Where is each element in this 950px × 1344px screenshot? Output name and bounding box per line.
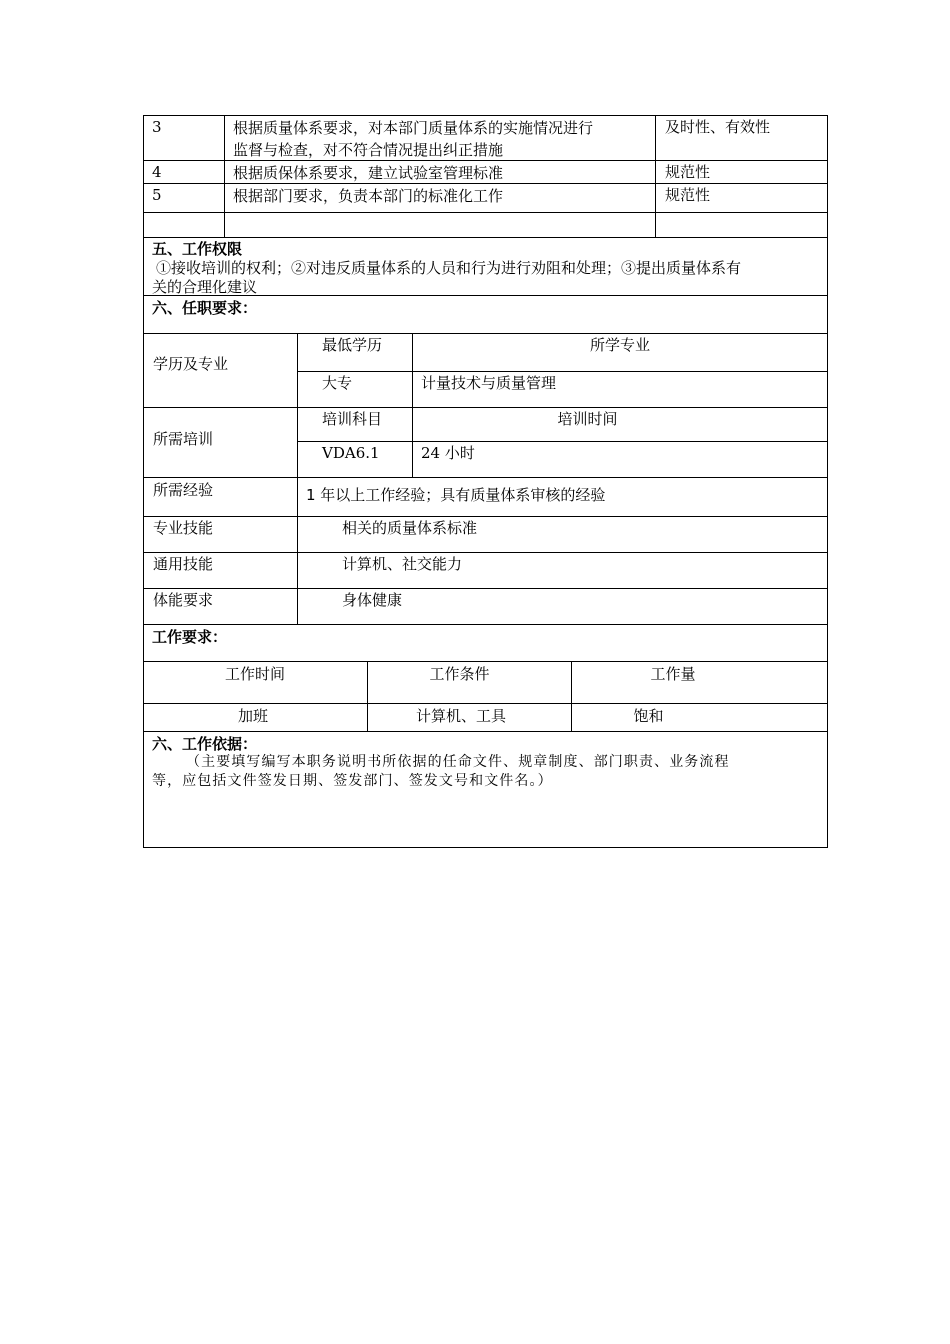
experience-value: 1 年以上工作经验；具有质量体系审核的经验 <box>306 486 606 504</box>
section-heading: 工作要求： <box>152 628 228 646</box>
row-divider <box>143 552 828 553</box>
general-skill-label: 通用技能 <box>153 555 214 573</box>
work-header: 工作时间 <box>224 665 285 683</box>
major-value: 计量技术与质量管理 <box>421 374 557 392</box>
row-divider <box>143 183 828 184</box>
work-value: 加班 <box>237 707 268 725</box>
row-divider <box>143 703 828 704</box>
table-border-top <box>143 115 828 116</box>
basis-text: （主要填写编写本职务说明书所依据的任命文件、规章制度、部门职责、业务流程 <box>186 754 730 770</box>
row-divider <box>297 371 828 372</box>
table-border-left <box>143 115 144 848</box>
row-divider <box>143 477 828 478</box>
professional-skill-value: 相关的质量体系标准 <box>342 519 478 537</box>
training-col1-header: 培训科目 <box>322 410 383 428</box>
duty-number: 3 <box>152 118 162 136</box>
row-divider <box>143 731 828 732</box>
duty-number: 5 <box>152 186 162 204</box>
authority-text: ①接收培训的权利；②对违反质量体系的人员和行为进行劝阻和处理；③提出质量体系有 <box>156 259 742 277</box>
duty-standard: 规范性 <box>665 163 711 181</box>
duty-content: 根据部门要求，负责本部门的标准化工作 <box>233 187 504 205</box>
row-divider <box>143 237 828 238</box>
training-time: 24 小时 <box>421 444 475 462</box>
duty-content: 根据质量体系要求，对本部门质量体系的实施情况进行 <box>233 119 594 137</box>
basis-text: 等，应包括文件签发日期、签发部门、签发文号和文件名。） <box>152 773 553 789</box>
row-divider <box>297 441 828 442</box>
education-label: 学历及专业 <box>153 355 229 373</box>
duty-content: 根据质保体系要求，建立试验室管理标准 <box>233 164 504 182</box>
row-divider <box>143 516 828 517</box>
duty-number: 4 <box>152 163 162 181</box>
col-divider <box>224 115 225 237</box>
authority-text: 关的合理化建议 <box>152 278 258 296</box>
physical-value: 身体健康 <box>342 591 403 609</box>
row-divider <box>143 333 828 334</box>
row-divider <box>143 407 828 408</box>
training-label: 所需培训 <box>153 430 214 448</box>
row-divider <box>143 661 828 662</box>
duty-content: 监督与检查，对不符合情况提出纠正措施 <box>233 141 504 159</box>
row-divider <box>143 160 828 161</box>
work-value: 饱和 <box>633 707 664 725</box>
col-divider <box>655 115 656 237</box>
table-border-bottom <box>143 847 828 848</box>
section-heading: 五、工作权限 <box>152 240 243 258</box>
experience-label: 所需经验 <box>153 481 214 499</box>
education-col1-header: 最低学历 <box>322 336 383 354</box>
row-divider <box>143 588 828 589</box>
duty-standard: 及时性、有效性 <box>665 118 771 136</box>
section-heading: 六、任职要求： <box>152 299 258 317</box>
table-border-right <box>827 115 828 848</box>
row-divider <box>143 624 828 625</box>
work-header: 工作量 <box>650 665 696 683</box>
work-value: 计算机、工具 <box>415 707 506 725</box>
section-heading: 六、工作依据： <box>152 735 258 753</box>
col-divider <box>297 333 298 624</box>
education-value: 大专 <box>322 374 353 392</box>
professional-skill-label: 专业技能 <box>153 519 214 537</box>
education-col2-header: 所学专业 <box>589 336 650 354</box>
duty-standard: 规范性 <box>665 186 711 204</box>
physical-label: 体能要求 <box>153 591 214 609</box>
general-skill-value: 计算机、社交能力 <box>342 555 463 573</box>
work-header: 工作条件 <box>429 665 490 683</box>
training-col2-header: 培训时间 <box>557 410 618 428</box>
row-divider <box>143 212 828 213</box>
training-subject: VDA6.1 <box>322 444 380 462</box>
